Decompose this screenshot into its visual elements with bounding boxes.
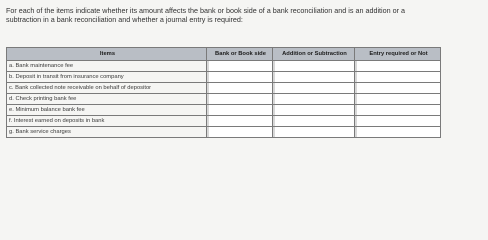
table-row <box>7 116 441 127</box>
instructions-line-1: For each of the items indicate whether its amount affects the bank or book side of a bank reconciliation and is an addition or a <box>6 6 406 15</box>
item-label: f. Interest earned on deposits in bank <box>7 116 207 127</box>
addition-or-subtraction-dropdown[interactable] <box>273 72 355 83</box>
item-label: g. Bank service charges <box>7 127 207 138</box>
table-row <box>7 72 441 83</box>
bank-or-book-side-dropdown[interactable] <box>207 83 273 94</box>
addition-or-subtraction-dropdown[interactable] <box>273 116 355 127</box>
header-bank-or-book-side: Bank or Book side <box>207 48 273 61</box>
bank-or-book-side-dropdown[interactable] <box>207 94 273 105</box>
item-label: c. Bank collected note receivable on behalf of depositor <box>7 83 207 94</box>
entry-required-dropdown[interactable] <box>355 127 441 138</box>
table-row <box>7 94 441 105</box>
entry-required-dropdown[interactable] <box>355 61 441 72</box>
entry-required-dropdown[interactable] <box>355 72 441 83</box>
addition-or-subtraction-dropdown[interactable] <box>273 94 355 105</box>
bank-or-book-side-dropdown[interactable] <box>207 105 273 116</box>
item-label: b. Deposit in transit from insurance company <box>7 72 207 83</box>
entry-required-dropdown[interactable] <box>355 83 441 94</box>
entry-required-dropdown[interactable] <box>355 94 441 105</box>
table-row <box>7 83 441 94</box>
entry-required-dropdown[interactable] <box>355 105 441 116</box>
bank-or-book-side-dropdown[interactable] <box>207 72 273 83</box>
addition-or-subtraction-dropdown[interactable] <box>273 83 355 94</box>
header-items: Items <box>7 48 207 61</box>
addition-or-subtraction-dropdown[interactable] <box>273 61 355 72</box>
table-row <box>7 105 441 116</box>
instructions <box>6 6 484 24</box>
instructions-line-2: subtraction in a bank reconciliation and whether a journal entry is required: <box>6 15 243 24</box>
addition-or-subtraction-dropdown[interactable] <box>273 105 355 116</box>
table-row <box>7 127 441 138</box>
table-row <box>7 61 441 72</box>
item-label: a. Bank maintenance fee <box>7 61 207 72</box>
bank-or-book-side-dropdown[interactable] <box>207 127 273 138</box>
bank-or-book-side-dropdown[interactable] <box>207 116 273 127</box>
reconciliation-table <box>6 47 441 138</box>
item-label: d. Check printing bank fee <box>7 94 207 105</box>
header-addition-or-subtraction: Addition or Subtraction <box>273 48 355 61</box>
item-label: e. Minimum balance bank fee <box>7 105 207 116</box>
entry-required-dropdown[interactable] <box>355 116 441 127</box>
header-entry-required: Entry required or Not <box>355 48 441 61</box>
addition-or-subtraction-dropdown[interactable] <box>273 127 355 138</box>
table-header-row <box>7 48 441 61</box>
bank-or-book-side-dropdown[interactable] <box>207 61 273 72</box>
